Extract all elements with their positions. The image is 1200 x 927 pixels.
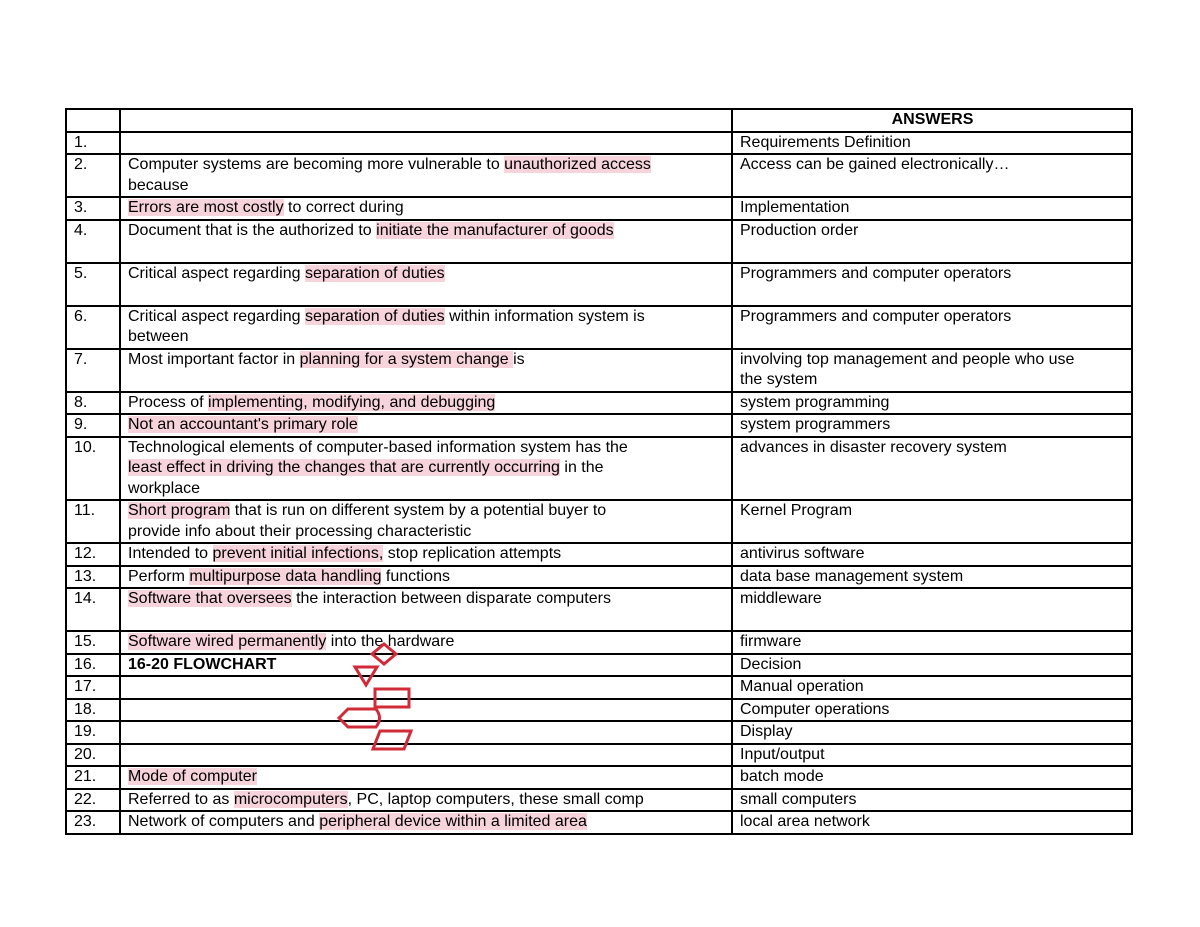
answer-cell: firmware [732, 631, 1132, 654]
question-cell [120, 500, 732, 543]
question-text: to correct during [283, 199, 404, 216]
question-cell [120, 631, 732, 654]
question-cell [120, 699, 732, 722]
question-cell [120, 789, 732, 812]
row-number: 23. [66, 811, 120, 834]
answer-cell: advances in disaster recovery system [732, 437, 1132, 501]
question-text: that is run on different system by a potential buyer to [230, 502, 607, 519]
question-text: Network of computers and [128, 813, 320, 830]
highlighted-text: Software that oversees [128, 590, 292, 607]
table-row [66, 132, 1132, 155]
answer-cell: system programmers [732, 414, 1132, 437]
question-cell [120, 811, 732, 834]
question-text: Critical aspect regarding [128, 307, 305, 325]
answer-cell: antivirus software [732, 543, 1132, 566]
highlighted-text: peripheral device within a limited area [319, 813, 587, 830]
table-row [66, 543, 1132, 566]
question-text: workplace [128, 479, 201, 497]
question-text: Process of [128, 393, 209, 411]
highlighted-text: unauthorized access [504, 156, 651, 173]
row-number: 5. [66, 263, 120, 306]
question-cell [120, 414, 732, 437]
answer-cell: Decision [732, 654, 1132, 677]
row-number: 4. [66, 220, 120, 263]
question-cell [120, 132, 732, 155]
question-cell [120, 220, 732, 263]
row-number: 8. [66, 392, 120, 415]
highlighted-text: separation of duties [304, 264, 445, 282]
answer-table [65, 108, 1133, 835]
highlighted-text: Software wired permanently [128, 633, 327, 650]
question-text: into the hardware [326, 633, 455, 650]
row-number: 18. [66, 699, 120, 722]
question-cell [120, 349, 732, 392]
question-cell [120, 588, 732, 631]
question-text: Critical aspect regarding [128, 264, 305, 282]
row-number: 19. [66, 721, 120, 744]
row-number: 17. [66, 676, 120, 699]
question-text: is [513, 350, 525, 368]
highlighted-text: planning for a system change [299, 350, 514, 368]
answer-cell: Implementation [732, 197, 1132, 220]
answer-cell: data base management system [732, 566, 1132, 589]
question-text: Referred to as [128, 790, 234, 808]
question-text: 16-20 FLOWCHART [128, 655, 277, 673]
question-text: Most important factor in [128, 350, 300, 368]
row-number: 11. [66, 500, 120, 543]
highlighted-text: prevent initial infections, [212, 545, 384, 562]
answer-cell: Programmers and computer operators [732, 263, 1132, 306]
highlighted-text: Mode of computer [128, 768, 257, 785]
answer-cell: small computers [732, 789, 1132, 812]
answer-cell: Access can be gained electronically… [732, 154, 1132, 197]
question-cell [120, 766, 732, 789]
answer-cell: Input/output [732, 744, 1132, 767]
header-row [66, 109, 1132, 132]
question-cell [120, 676, 732, 699]
highlighted-text: multipurpose data handling [189, 567, 382, 585]
table-row [66, 392, 1132, 415]
row-number: 14. [66, 588, 120, 631]
table-row [66, 263, 1132, 306]
question-text: Document that is the authorized to [128, 221, 377, 239]
table-row [66, 154, 1132, 197]
question-cell [120, 654, 732, 677]
header-question-cell [120, 109, 732, 132]
row-number: 12. [66, 543, 120, 566]
question-cell [120, 744, 732, 767]
answer-cell: Kernel Program [732, 500, 1132, 543]
highlighted-text: initiate the manufacturer of goods [376, 221, 614, 239]
table-row [66, 811, 1132, 834]
table-row [66, 676, 1132, 699]
decision-icon [370, 642, 398, 666]
table-row [66, 789, 1132, 812]
row-number: 7. [66, 349, 120, 392]
row-number: 16. [66, 654, 120, 677]
table-row [66, 766, 1132, 789]
table-row [66, 588, 1132, 631]
table-row [66, 654, 1132, 677]
row-number: 13. [66, 566, 120, 589]
table-row [66, 306, 1132, 349]
row-number: 22. [66, 789, 120, 812]
question-text: within information system is [444, 307, 645, 325]
question-text: , PC, laptop computers, these small comp [347, 790, 644, 808]
table-row [66, 197, 1132, 220]
header-num-cell [66, 109, 120, 132]
answer-cell: middleware [732, 588, 1132, 631]
table-row [66, 500, 1132, 543]
table-row [66, 349, 1132, 392]
display-icon [336, 706, 386, 730]
row-number: 6. [66, 306, 120, 349]
input-output-icon [370, 728, 414, 752]
answer-cell: Display [732, 721, 1132, 744]
row-number: 10. [66, 437, 120, 501]
question-text: Computer systems are becoming more vulnerable to [128, 156, 505, 173]
answer-cell: system programming [732, 392, 1132, 415]
answer-cell: Production order [732, 220, 1132, 263]
question-cell [120, 154, 732, 197]
table-row [66, 437, 1132, 501]
question-text: functions [381, 567, 450, 585]
row-number: 21. [66, 766, 120, 789]
highlighted-text: implementing, modifying, and debugging [208, 393, 496, 411]
table-row [66, 631, 1132, 654]
answer-cell: Programmers and computer operators [732, 306, 1132, 349]
answer-cell: Manual operation [732, 676, 1132, 699]
table-row [66, 566, 1132, 589]
table-row [66, 721, 1132, 744]
question-text: in the [559, 459, 604, 476]
row-number: 2. [66, 154, 120, 197]
question-cell [120, 721, 732, 744]
question-text: Perform [128, 567, 190, 585]
question-cell [120, 566, 732, 589]
table-row [66, 699, 1132, 722]
row-number: 20. [66, 744, 120, 767]
answer-cell: batch mode [732, 766, 1132, 789]
answer-cell: local area network [732, 811, 1132, 834]
answers-header: ANSWERS [732, 109, 1132, 132]
row-number: 3. [66, 197, 120, 220]
table-row [66, 414, 1132, 437]
highlighted-text: least effect in driving the changes that are currently occurring [128, 459, 560, 476]
row-number: 9. [66, 414, 120, 437]
highlighted-text: microcomputers [233, 790, 348, 808]
question-cell [120, 263, 732, 306]
question-text: Intended to [128, 545, 213, 562]
question-cell [120, 197, 732, 220]
highlighted-text: Not an accountant's primary role [128, 416, 358, 433]
question-cell [120, 437, 732, 501]
question-text: the interaction between disparate computers [291, 590, 611, 607]
question-cell [120, 392, 732, 415]
question-text: stop replication attempts [383, 545, 562, 562]
highlighted-text: Short program [128, 502, 231, 519]
manual-operation-icon [352, 664, 380, 688]
highlighted-text: Errors are most costly [128, 199, 284, 216]
row-number: 15. [66, 631, 120, 654]
answer-cell: Requirements Definition [732, 132, 1132, 155]
answer-cell: involving top management and people who use the system [732, 349, 1132, 392]
table-row [66, 220, 1132, 263]
table-row [66, 744, 1132, 767]
highlighted-text: separation of duties [304, 307, 445, 325]
answer-cell: Computer operations [732, 699, 1132, 722]
question-text: provide info about their processing characteristic [128, 522, 472, 540]
question-text: because [128, 176, 189, 194]
question-cell [120, 306, 732, 349]
question-cell [120, 543, 732, 566]
question-text: between [128, 328, 189, 345]
row-number: 1. [66, 132, 120, 155]
question-text: Technological elements of computer-based information system has the [128, 438, 628, 456]
